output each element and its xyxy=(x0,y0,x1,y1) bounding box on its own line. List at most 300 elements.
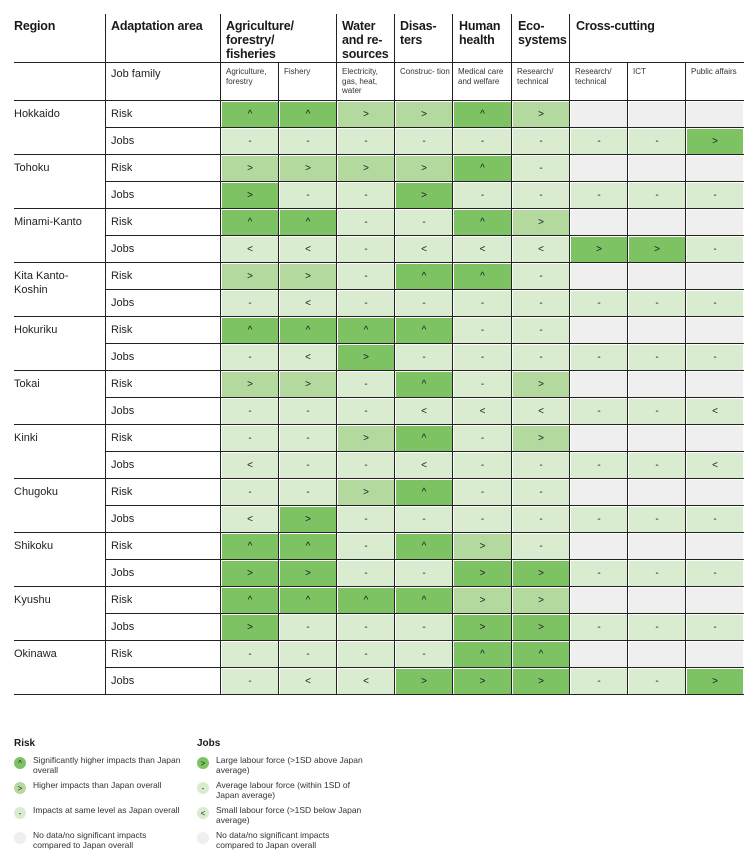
jobs-cell: < xyxy=(687,453,743,478)
risk-cell xyxy=(629,264,685,289)
jobs-cell: - xyxy=(222,399,278,424)
risk-cell: ^ xyxy=(454,102,511,127)
risk-cell: - xyxy=(396,210,452,235)
risk-cell: ^ xyxy=(338,588,394,613)
risk-cell xyxy=(629,156,685,181)
jobs-cell: > xyxy=(396,669,452,694)
risk-cell: ^ xyxy=(454,210,511,235)
jobs-cell: - xyxy=(338,453,394,478)
risk-cell: > xyxy=(513,588,569,613)
risk-cell: ^ xyxy=(396,588,452,613)
risk-cell: > xyxy=(280,372,336,397)
risk-cell xyxy=(571,480,627,505)
jobs-row-label: Jobs xyxy=(111,405,135,417)
divider xyxy=(14,370,744,371)
risk-cell: - xyxy=(338,210,394,235)
divider xyxy=(105,505,744,506)
risk-cell xyxy=(687,642,743,667)
legend-swatch xyxy=(197,832,209,844)
header-agriculture: Agriculture/ forestry/ fisheries xyxy=(226,19,294,61)
risk-cell: > xyxy=(396,102,452,127)
jobs-cell: - xyxy=(222,129,278,154)
jobs-cell: - xyxy=(396,129,452,154)
jobs-cell: < xyxy=(396,399,452,424)
legend-swatch: - xyxy=(197,782,209,794)
jobs-cell: < xyxy=(687,399,743,424)
divider xyxy=(14,424,744,425)
risk-cell xyxy=(571,156,627,181)
jobs-cell: - xyxy=(396,615,452,640)
divider xyxy=(105,613,744,614)
risk-cell xyxy=(629,642,685,667)
legend-text: Small labour force (>1SD below Japan average) xyxy=(216,805,362,825)
jobs-cell: - xyxy=(280,399,336,424)
region-label: Tohoku xyxy=(14,162,50,174)
jobs-cell: < xyxy=(513,399,569,424)
jobs-cell: > xyxy=(222,183,278,208)
divider xyxy=(105,559,744,560)
risk-cell: ^ xyxy=(280,318,336,343)
jobs-cell: - xyxy=(629,291,685,316)
risk-cell: > xyxy=(513,102,569,127)
legend-text: Average labour force (within 1SD of Japan average) xyxy=(216,780,351,800)
risk-cell: > xyxy=(280,264,336,289)
risk-cell: - xyxy=(338,264,394,289)
risk-cell xyxy=(687,156,743,181)
risk-cell xyxy=(687,480,743,505)
risk-cell: > xyxy=(454,534,511,559)
risk-cell: ^ xyxy=(454,642,511,667)
region-label: Kinki xyxy=(14,432,38,444)
jobs-cell: - xyxy=(454,129,511,154)
jobs-cell: > xyxy=(222,615,278,640)
jobs-cell: - xyxy=(338,291,394,316)
risk-cell: > xyxy=(280,156,336,181)
jobs-cell: > xyxy=(454,669,511,694)
jobs-cell: - xyxy=(513,507,569,532)
legend-text: Significantly higher impacts than Japan overall xyxy=(33,755,181,775)
divider xyxy=(394,14,395,695)
jobs-cell: - xyxy=(280,453,336,478)
jobs-cell: - xyxy=(513,453,569,478)
risk-cell xyxy=(687,210,743,235)
jobs-row-label: Jobs xyxy=(111,513,135,525)
risk-cell: - xyxy=(513,480,569,505)
divider xyxy=(14,154,744,155)
jobs-cell: - xyxy=(687,561,743,586)
risk-cell: - xyxy=(338,642,394,667)
risk-cell: - xyxy=(338,534,394,559)
risk-row-label: Risk xyxy=(111,324,133,336)
legend-swatch: > xyxy=(197,757,209,769)
jobs-cell: - xyxy=(338,183,394,208)
risk-cell: > xyxy=(513,426,569,451)
jobs-row-label: Jobs xyxy=(111,135,135,147)
jobs-cell: - xyxy=(629,129,685,154)
jobs-cell: - xyxy=(571,291,627,316)
risk-cell: ^ xyxy=(396,480,452,505)
legend-swatch: - xyxy=(14,807,26,819)
jobs-cell: > xyxy=(687,129,743,154)
risk-row-label: Risk xyxy=(111,216,133,228)
risk-cell: ^ xyxy=(280,210,336,235)
jobs-cell: - xyxy=(571,345,627,370)
jobs-cell: - xyxy=(396,561,452,586)
jobs-cell: - xyxy=(338,129,394,154)
divider xyxy=(105,289,744,290)
divider xyxy=(14,262,744,263)
risk-row-label: Risk xyxy=(111,162,133,174)
jobs-row-label: Jobs xyxy=(111,189,135,201)
risk-cell xyxy=(629,210,685,235)
divider xyxy=(105,127,744,128)
jobs-cell: - xyxy=(687,615,743,640)
divider xyxy=(14,100,744,101)
divider xyxy=(105,397,744,398)
region-label: Minami-Kanto xyxy=(14,216,82,228)
jobs-cell: - xyxy=(513,129,569,154)
legend-swatch: ^ xyxy=(14,757,26,769)
jobs-cell: - xyxy=(454,183,511,208)
divider xyxy=(105,181,744,182)
jobs-cell: - xyxy=(454,345,511,370)
jobs-cell: - xyxy=(571,561,627,586)
sub-header-8: Public affairs xyxy=(691,67,737,76)
jobs-cell: - xyxy=(687,507,743,532)
jobs-cell: < xyxy=(396,237,452,262)
jobs-cell: - xyxy=(571,453,627,478)
divider xyxy=(14,208,744,209)
header-ecosystems: Eco- systems xyxy=(518,19,567,47)
jobs-cell: - xyxy=(222,291,278,316)
region-label: Hokuriku xyxy=(14,324,58,336)
risk-cell xyxy=(629,534,685,559)
legend-text: No data/no significant impacts compared to Japan overall xyxy=(33,830,147,850)
risk-cell: > xyxy=(222,264,278,289)
risk-cell xyxy=(687,102,743,127)
divider xyxy=(220,14,221,695)
header-human-health: Human health xyxy=(459,19,501,47)
sub-header-1: Fishery xyxy=(284,67,311,76)
jobs-cell: - xyxy=(222,669,278,694)
risk-cell: > xyxy=(222,156,278,181)
jobs-cell: - xyxy=(571,615,627,640)
jobs-cell: < xyxy=(280,669,336,694)
jobs-cell: > xyxy=(280,561,336,586)
risk-cell xyxy=(571,210,627,235)
region-label: Chugoku xyxy=(14,486,59,498)
jobs-cell: - xyxy=(629,453,685,478)
legend-text: No data/no significant impacts compared to Japan overall xyxy=(216,830,330,850)
jobs-cell: - xyxy=(629,561,685,586)
jobs-cell: < xyxy=(222,237,278,262)
sub-header-7: ICT xyxy=(633,67,646,76)
risk-cell xyxy=(687,534,743,559)
divider xyxy=(14,640,744,641)
jobs-cell: - xyxy=(571,669,627,694)
risk-cell: > xyxy=(396,156,452,181)
jobs-cell: - xyxy=(454,291,511,316)
sub-header-2: Electricity, gas, heat, water xyxy=(342,67,378,95)
legend-jobs-title: Jobs xyxy=(197,738,221,749)
jobs-cell: - xyxy=(222,345,278,370)
risk-cell: > xyxy=(338,426,394,451)
jobs-cell: - xyxy=(687,237,743,262)
jobs-cell: - xyxy=(513,345,569,370)
risk-cell: ^ xyxy=(454,264,511,289)
jobs-cell: - xyxy=(513,291,569,316)
divider xyxy=(14,532,744,533)
jobs-cell: - xyxy=(687,291,743,316)
divider xyxy=(627,62,628,695)
jobs-cell: < xyxy=(280,345,336,370)
risk-cell: ^ xyxy=(396,318,452,343)
jobs-row-label: Jobs xyxy=(111,567,135,579)
jobs-cell: - xyxy=(629,507,685,532)
jobs-cell: - xyxy=(571,183,627,208)
risk-cell xyxy=(571,372,627,397)
risk-cell: > xyxy=(454,588,511,613)
sub-header-5: Research/ technical xyxy=(517,67,554,86)
sub-header-6: Research/ technical xyxy=(575,67,612,86)
risk-cell: - xyxy=(280,480,336,505)
jobs-cell: < xyxy=(222,453,278,478)
region-label: Hokkaido xyxy=(14,108,60,120)
header-region: Region xyxy=(14,19,56,33)
jobs-cell: - xyxy=(396,507,452,532)
sub-header-4: Medical care and welfare xyxy=(458,67,504,86)
jobs-cell: > xyxy=(571,237,627,262)
jobs-cell: - xyxy=(513,183,569,208)
jobs-cell: - xyxy=(454,453,511,478)
risk-cell: - xyxy=(513,534,569,559)
risk-cell: > xyxy=(338,102,394,127)
risk-cell: - xyxy=(222,426,278,451)
divider xyxy=(452,14,453,695)
jobs-row-label: Jobs xyxy=(111,459,135,471)
jobs-cell: < xyxy=(338,669,394,694)
risk-cell: ^ xyxy=(222,102,278,127)
risk-row-label: Risk xyxy=(111,540,133,552)
jobs-cell: - xyxy=(338,507,394,532)
jobs-cell: > xyxy=(687,669,743,694)
risk-cell: - xyxy=(513,318,569,343)
risk-cell xyxy=(571,642,627,667)
risk-row-label: Risk xyxy=(111,486,133,498)
risk-cell xyxy=(571,102,627,127)
risk-cell: - xyxy=(222,642,278,667)
risk-cell: ^ xyxy=(222,588,278,613)
jobs-cell: > xyxy=(396,183,452,208)
legend-text: Large labour force (>1SD above Japan average) xyxy=(216,755,363,775)
risk-cell: ^ xyxy=(513,642,569,667)
jobs-cell: - xyxy=(629,183,685,208)
risk-cell xyxy=(571,588,627,613)
jobs-cell: - xyxy=(280,615,336,640)
risk-cell xyxy=(687,588,743,613)
legend-swatch: > xyxy=(14,782,26,794)
jobs-row-label: Jobs xyxy=(111,243,135,255)
jobs-cell: > xyxy=(513,669,569,694)
risk-cell: - xyxy=(513,264,569,289)
risk-cell: > xyxy=(338,480,394,505)
divider xyxy=(14,694,744,695)
risk-cell xyxy=(571,426,627,451)
jobs-cell: < xyxy=(396,453,452,478)
risk-cell: ^ xyxy=(222,534,278,559)
risk-row-label: Risk xyxy=(111,432,133,444)
divider xyxy=(511,14,512,695)
risk-cell xyxy=(629,480,685,505)
risk-cell: - xyxy=(454,372,511,397)
region-label: Tokai xyxy=(14,378,40,390)
divider xyxy=(569,14,570,695)
jobs-cell: < xyxy=(280,291,336,316)
risk-cell: > xyxy=(222,372,278,397)
jobs-row-label: Jobs xyxy=(111,351,135,363)
divider xyxy=(105,451,744,452)
jobs-cell: - xyxy=(396,345,452,370)
region-label: Shikoku xyxy=(14,540,54,552)
region-label: Kyushu xyxy=(14,594,51,606)
jobs-cell: - xyxy=(338,561,394,586)
jobs-cell: < xyxy=(454,237,511,262)
risk-cell: ^ xyxy=(222,210,278,235)
jobs-cell: - xyxy=(280,183,336,208)
risk-cell xyxy=(571,534,627,559)
header-water: Water and re- sources xyxy=(342,19,389,61)
divider xyxy=(685,62,686,695)
divider xyxy=(14,316,744,317)
risk-cell xyxy=(571,318,627,343)
jobs-cell: - xyxy=(629,669,685,694)
divider xyxy=(105,235,744,236)
sub-header-3: Construc- tion xyxy=(400,67,450,76)
risk-cell: - xyxy=(513,156,569,181)
risk-row-label: Risk xyxy=(111,108,133,120)
jobs-cell: - xyxy=(571,399,627,424)
risk-cell xyxy=(629,102,685,127)
header-adaptation-area: Adaptation area xyxy=(111,19,203,33)
risk-cell xyxy=(687,318,743,343)
jobs-row-label: Jobs xyxy=(111,297,135,309)
jobs-cell: - xyxy=(571,507,627,532)
jobs-cell: - xyxy=(280,129,336,154)
risk-cell: ^ xyxy=(396,426,452,451)
risk-cell: - xyxy=(338,372,394,397)
jobs-cell: < xyxy=(454,399,511,424)
risk-cell: - xyxy=(222,480,278,505)
jobs-cell: - xyxy=(629,615,685,640)
jobs-cell: - xyxy=(629,399,685,424)
legend-text: Higher impacts than Japan overall xyxy=(33,780,162,790)
jobs-cell: - xyxy=(687,183,743,208)
risk-row-label: Risk xyxy=(111,270,133,282)
jobs-cell: > xyxy=(222,561,278,586)
jobs-cell: > xyxy=(629,237,685,262)
header-job-family: Job family xyxy=(111,68,161,80)
risk-cell xyxy=(687,426,743,451)
risk-cell: - xyxy=(454,480,511,505)
divider xyxy=(105,343,744,344)
risk-cell: ^ xyxy=(396,534,452,559)
divider xyxy=(14,478,744,479)
divider xyxy=(278,62,279,695)
divider xyxy=(14,586,744,587)
jobs-cell: > xyxy=(454,561,511,586)
risk-cell xyxy=(571,264,627,289)
legend-text: Impacts at same level as Japan overall xyxy=(33,805,180,815)
jobs-cell: > xyxy=(280,507,336,532)
risk-cell: - xyxy=(280,426,336,451)
jobs-cell: - xyxy=(338,399,394,424)
risk-cell: ^ xyxy=(280,534,336,559)
header-disasters: Disas- ters xyxy=(400,19,437,47)
risk-cell: - xyxy=(280,642,336,667)
jobs-cell: - xyxy=(454,507,511,532)
divider xyxy=(14,62,744,63)
legend-swatch: < xyxy=(197,807,209,819)
legend-swatch xyxy=(14,832,26,844)
risk-cell xyxy=(629,318,685,343)
jobs-cell: - xyxy=(687,345,743,370)
risk-cell: ^ xyxy=(222,318,278,343)
jobs-cell: < xyxy=(280,237,336,262)
risk-cell: > xyxy=(338,156,394,181)
risk-cell: ^ xyxy=(396,372,452,397)
risk-cell xyxy=(687,264,743,289)
jobs-cell: < xyxy=(222,507,278,532)
jobs-row-label: Jobs xyxy=(111,621,135,633)
jobs-row-label: Jobs xyxy=(111,675,135,687)
jobs-cell: > xyxy=(454,615,511,640)
risk-cell xyxy=(629,372,685,397)
jobs-cell: > xyxy=(338,345,394,370)
risk-cell xyxy=(687,372,743,397)
risk-row-label: Risk xyxy=(111,378,133,390)
risk-cell: ^ xyxy=(280,102,336,127)
risk-cell: ^ xyxy=(280,588,336,613)
jobs-cell: > xyxy=(513,615,569,640)
region-label: Okinawa xyxy=(14,648,57,660)
legend-risk-title: Risk xyxy=(14,738,36,749)
risk-cell xyxy=(629,426,685,451)
jobs-cell: - xyxy=(338,615,394,640)
jobs-cell: < xyxy=(513,237,569,262)
risk-cell: ^ xyxy=(396,264,452,289)
risk-cell: ^ xyxy=(454,156,511,181)
risk-row-label: Risk xyxy=(111,594,133,606)
divider xyxy=(336,14,337,695)
jobs-cell: - xyxy=(629,345,685,370)
divider xyxy=(105,667,744,668)
jobs-cell: - xyxy=(571,129,627,154)
risk-cell: > xyxy=(513,210,569,235)
risk-cell: - xyxy=(454,318,511,343)
risk-cell: - xyxy=(454,426,511,451)
region-label: Kita Kanto-Koshin xyxy=(14,270,69,296)
risk-cell: > xyxy=(513,372,569,397)
jobs-cell: - xyxy=(338,237,394,262)
divider xyxy=(105,14,106,695)
jobs-cell: > xyxy=(513,561,569,586)
jobs-cell: - xyxy=(396,291,452,316)
risk-cell xyxy=(629,588,685,613)
sub-header-0: Agriculture, forestry xyxy=(226,67,267,86)
risk-row-label: Risk xyxy=(111,648,133,660)
risk-cell: - xyxy=(396,642,452,667)
header-cross-cutting: Cross-cutting xyxy=(576,19,655,33)
